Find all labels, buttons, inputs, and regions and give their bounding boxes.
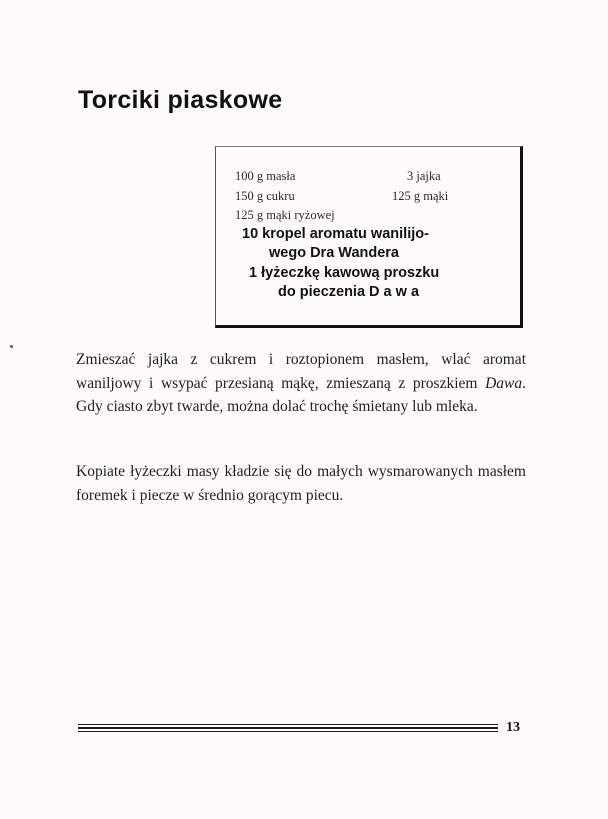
ingredient-vanilla-aroma-line1: 10 kropel aromatu wanilijo- [242, 226, 429, 242]
paper-speck [10, 345, 13, 348]
footer-rule-line [78, 731, 498, 732]
ingredient-vanilla-aroma-line2: wego Dra Wandera [269, 245, 399, 261]
footer-rule-line [78, 727, 498, 729]
ingredient-baking-powder-line1: 1 łyżeczkę kawową proszku [249, 265, 440, 281]
recipe-title: Torciki piaskowe [78, 86, 283, 114]
footer-rule-line [78, 724, 498, 725]
page-number: 13 [506, 720, 520, 735]
ingredient-baking-powder-line2: do pieczenia D a w a [278, 284, 420, 300]
ingredient-sugar: 150 g cukru [235, 189, 295, 203]
ingredient-rice-flour: 125 g mąki ryżowej [235, 208, 335, 222]
brand-name-dawa: Dawa [485, 374, 523, 392]
ingredients-box [215, 146, 523, 328]
footer-rule [78, 724, 498, 736]
ingredient-eggs: 3 jajka [407, 169, 441, 183]
instructions-p1-end: . Gdy ciasto zbyt twarde, można dolać trochę śmietany lub mleka. [76, 374, 526, 415]
instructions-paragraph-1 [76, 348, 526, 419]
ingredient-flour: 125 g mąki [392, 189, 449, 203]
instructions-p1-start: Zmieszać jajka z cukrem i roztopionem masłem, wlać aromat waniljowy i wsypać przesianą mąkę, zmieszaną z proszkiem [76, 351, 526, 392]
ingredient-butter: 100 g masła [235, 169, 296, 183]
instructions-paragraph-2: Kopiate łyżeczki masy kładzie się do małych wysmarowanych masłem foremek i piecze w średnio gorącym piecu. [76, 463, 526, 504]
